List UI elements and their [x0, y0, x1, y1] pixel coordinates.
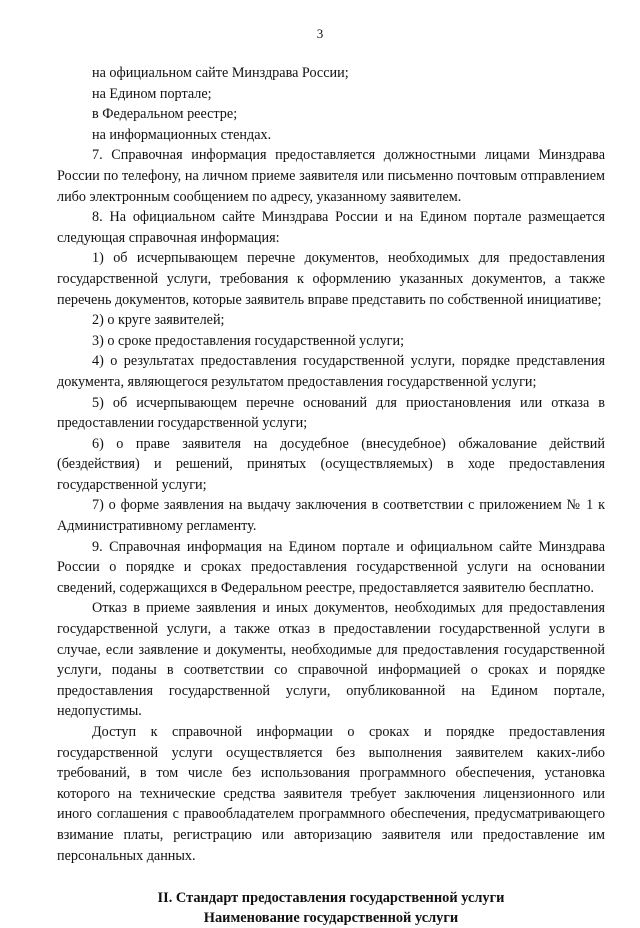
paragraph: 2) о круге заявителей; [92, 312, 225, 329]
paragraph: 6) о праве заявителя на досудебное (внесудебное) обжалование действий (бездействия) и решений, принятых (осуществляемых) в ходе предоставления государственной услуги; [57, 435, 605, 493]
paragraph: на официальном сайте Минздрава России; [92, 65, 349, 81]
paragraph: 7. Справочная информация предоставляется должностными лицами Минздрава России по телефону, на личном приеме заявителя или письменно почтовым отправлением либо электронным сообщением по адресу, указанному заявителем. [57, 147, 605, 205]
section-spacer [57, 866, 605, 888]
paragraph: 1) об исчерпывающем перечне документов, необходимых для предоставления государственной услуги, требования к оформлению указанных документов, а также перечень документов, которые заявитель вправе представить по собственной инициативе; [57, 250, 605, 308]
paragraph: 5) об исчерпывающем перечне оснований для приостановления или отказа в предоставлении государственной услуги; [57, 394, 605, 432]
paragraph: Отказ в приеме заявления и иных документов, необходимых для предоставления государственной услуги, а также отказ в предоставлении государственной услуги в случае, если заявление и документы, необходимые для предоставления государственной услуги, поданы в соответствии со справочной информацией о сроках и порядке предоставления государственной услуги, опубликованной на Едином портале, недопустимы. [57, 600, 605, 720]
paragraph: на информационных стендах. [92, 126, 272, 143]
document-body [57, 63, 605, 928]
paragraph: 4) о результатах предоставления государственной услуги, порядке представления документа, являющегося результатом предоставления государственной услуги; [57, 353, 605, 390]
page-number: 3 [316, 26, 324, 41]
paragraph: 9. Справочная информация на Едином портале и официальном сайте Минздрава России о порядке и сроках предоставления государственной услуги на основании сведений, содержащихся в Федеральном реестре, предоставляется заявителю бесплатно. [57, 538, 605, 596]
paragraph: на Едином портале; [92, 85, 212, 102]
subsection-heading: Наименование государственной услуги [203, 910, 459, 927]
paragraph: 3) о сроке предоставления государственной услуги; [92, 332, 405, 349]
paragraph: Доступ к справочной информации о сроках и порядке предоставления государственной услуги осуществляется без выполнения заявителем каких-либо требований, в том числе без использования программного обеспечения, установка которого на технические средства заявителя требует заключения лицензионного или иного соглашения с правообладателем программного обеспечения, предусматривающего взимание платы, регистрацию или авторизацию заявителя или предоставление им персональных данных. [57, 724, 605, 864]
section-heading: II. Стандарт предоставления государственной услуги [157, 890, 505, 907]
paragraph: 8. На официальном сайте Минздрава России и на Едином портале размещается следующая справочная информация: [57, 209, 605, 246]
paragraph: 7) о форме заявления на выдачу заключения в соответствии с приложением № 1 к Административному регламенту. [57, 497, 605, 535]
paragraph: в Федеральном реестре; [92, 106, 238, 123]
